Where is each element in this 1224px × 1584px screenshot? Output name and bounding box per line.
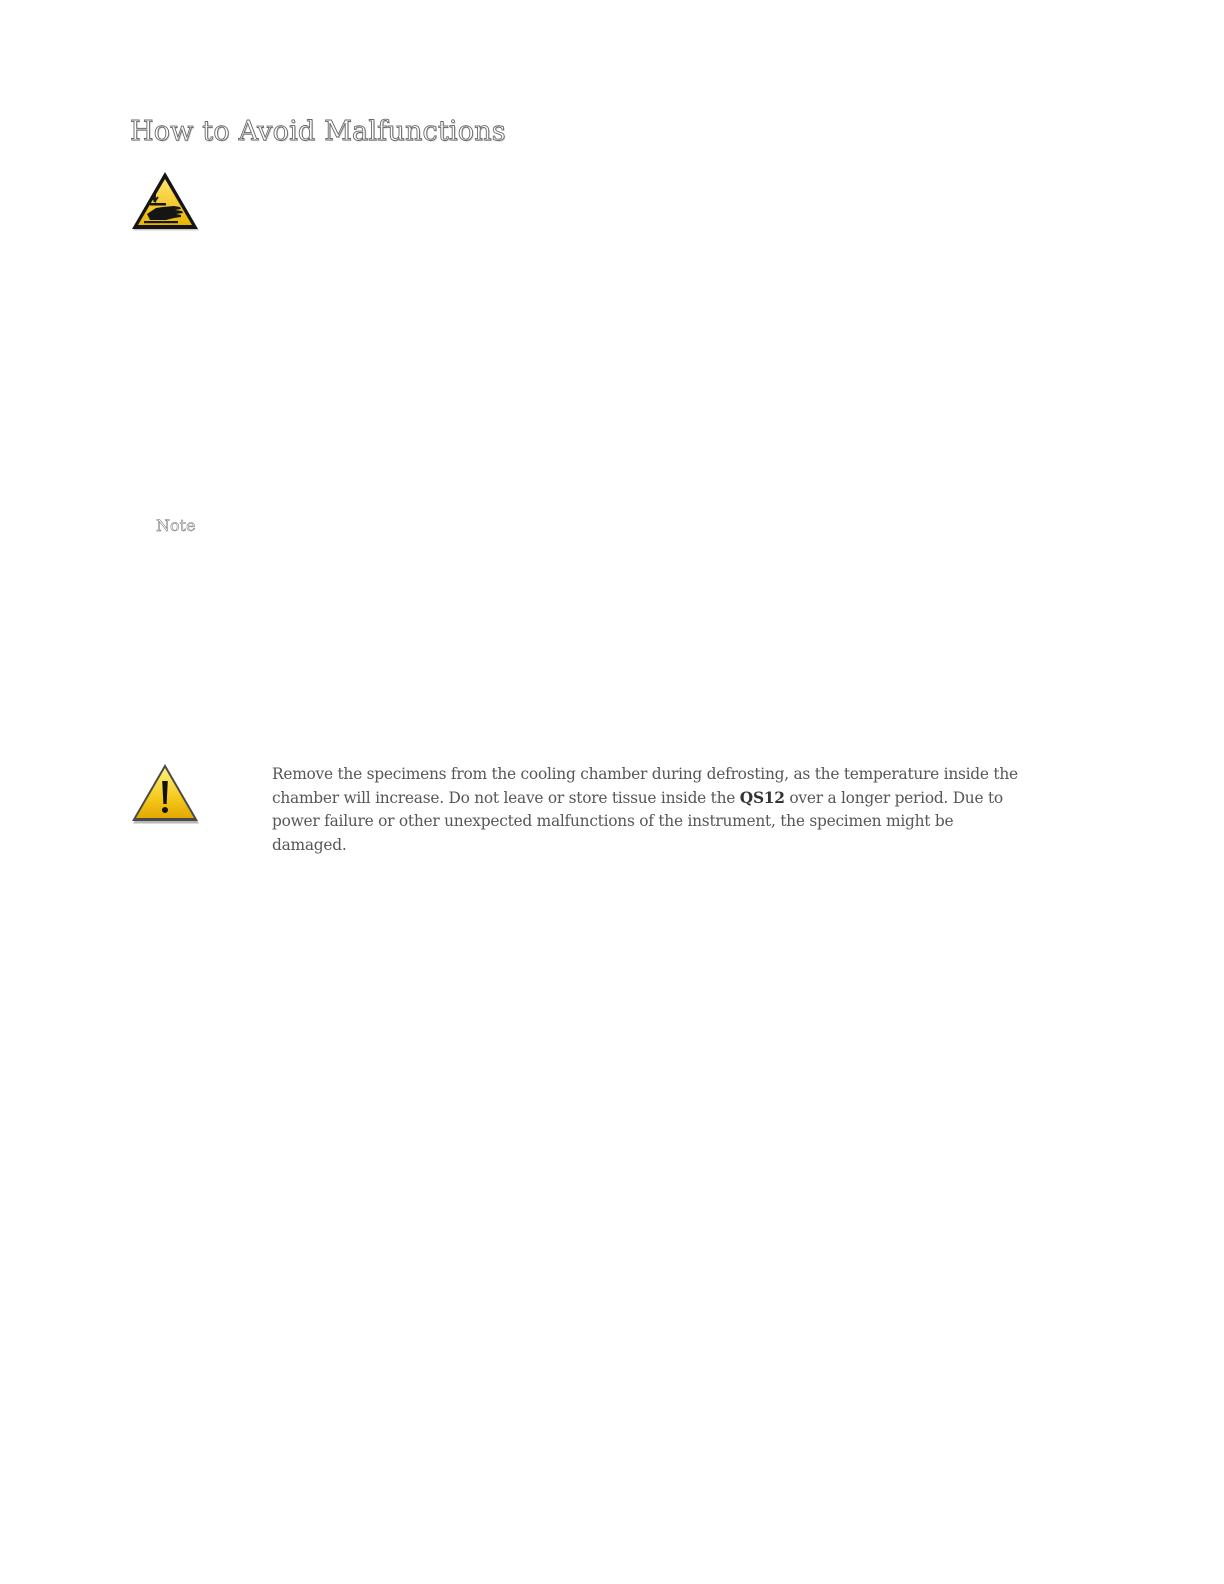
warning-line-2-end: over a longer period. Due to [784, 788, 1003, 807]
product-name: QS12 [739, 788, 785, 807]
page-heading: How to Avoid Malfunctions [130, 116, 506, 147]
exclamation-warning-icon [130, 762, 200, 824]
svg-text:4: 4 [153, 198, 157, 205]
warning-line-1: Remove the specimens from the cooling chamber during defrosting, as the temperature inside the [272, 765, 1018, 783]
hand-crush-warning-icon [130, 170, 200, 232]
warning-line-3: power failure or other unexpected malfunctions of the instrument, the specimen might be [272, 812, 954, 831]
warning-paragraph [272, 763, 1042, 858]
note-label: Note [156, 516, 196, 535]
warning-line-4: damaged. [272, 836, 347, 855]
warning-line-2-start: chamber will increase. Do not leave or store tissue inside the [272, 788, 740, 807]
warning-line-2 [272, 787, 1042, 811]
